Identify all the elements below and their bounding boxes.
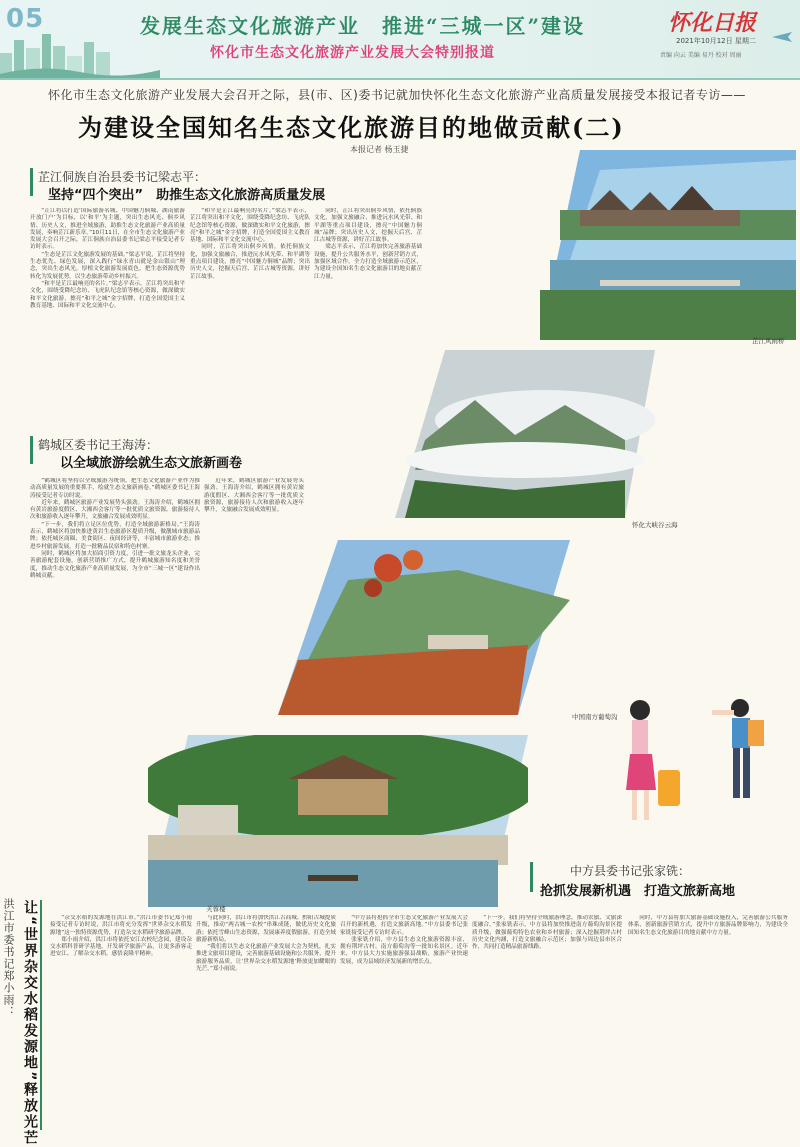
sub-slogan: 怀化市生态文化旅游产业发展大会特别报道 — [210, 45, 495, 61]
photo-zhijiang-bridge — [540, 150, 796, 340]
section-title-hongjiang: 让“世界杂交水稻发源地”释放光芒 — [22, 900, 38, 1147]
photo-canyon-clouds — [395, 350, 655, 518]
airplane-icon — [770, 28, 794, 46]
photo-caption-grape: 中国南方葡萄沟 — [572, 713, 618, 721]
article-body-zhijiang-col1 — [30, 208, 185, 413]
header-divider — [0, 78, 800, 80]
paragraph: 张家铣介绍，中方县生态文化旅游资源丰富，拥有荆坪古村、南方葡萄沟等一批知名景区。近年来，中方县大力实施旅游强县战略，旅游产业快速发展，成为县域经济发展新的增长点。 — [340, 936, 468, 965]
editor-credits: 责编 向云 美编 易丹 校对 周丽 — [660, 52, 742, 59]
paragraph: 近年来，鹤城区旅游产业发展势头强劲。王海涛介绍，鹤城区拥有黄岩旅游度假区、大湘西会客厅等一批优质文旅资源，旅游接待人次和旅游收入逐年攀升，文旅融合发展成效明显。 — [30, 499, 200, 521]
paragraph: “中方县将抢抓全市生态文化旅游产业发展大会召开的新机遇，打造文旅新高地。”中方县委书记张家铣接受记者专访时表示。 — [340, 915, 468, 936]
paragraph: “生态是芷江文化旅游发展的基础。”梁志平说，芷江将坚持生态优先、绿色发展，深入践行“绿水青山就是金山银山”理念，突出生态风光，厚植文化旅游发展底色，把生态资源优势转化为发展优势，以生态旅游带动乡村振兴。 — [30, 251, 185, 280]
photo-caption-zhijiang: 芷江风雨桥 — [752, 337, 785, 345]
newspaper-name: 怀化日报 — [668, 10, 757, 36]
headline: 为建设全国知名生态文化旅游目的地做贡献(二) — [78, 113, 625, 142]
page-header — [0, 0, 800, 78]
paragraph: 同时，鹤城区将加大招商引资力度，引进一批文旅龙头企业，完善旅游配套设施，创新营销推广方式，提升鹤城旅游知名度和美誉度，推动生态文化旅游产业高质量发展，为全市“三城一区”建设作出鹤城贡献。 — [30, 550, 200, 579]
article-body-zhongfang-col2 — [472, 915, 622, 1140]
paragraph: 郑小雨介绍，洪江市将依托安江农校纪念园，建设杂交水稻科普研学基地，开发研学旅游产品，让更多游客走进安江、了解杂交水稻，感悟袁隆平精神。 — [50, 936, 192, 958]
section-title-hecheng: 以全域旅游绘就生态文旅新画卷 — [60, 456, 243, 471]
paragraph: 同时，芷江将突出侗乡风情，依托侗族文化，加强文旅融合，推进沅水风光带、和平湖等重点项目建设，擦亮“中国魅力侗城”品牌；突出历史人文，挖掘天后宫、芷江古城等资源，讲好芷江故事。 — [190, 244, 310, 280]
photo-grape-valley — [278, 540, 570, 715]
paragraph: 与此同时，洪江市将加快洪江古商城、黔阳古城提质升级，推动“两古城一农校”串珠成链，做优历史文化旅游；依托雪峰山生态资源，发展康养度假旅游，打造全域旅游新格局。 — [196, 915, 336, 943]
article-body-hongjiang-col1 — [50, 915, 192, 1140]
travelers-illustration — [600, 690, 790, 840]
paragraph: “鹤城区将坚持以全域旅游为统领，把生态文化旅游产业作为推动高质量发展的重要抓手，绘就生态文旅新画卷。”鹤城区委书记王海涛接受记者专访时说。 — [30, 478, 200, 499]
byline: 本报记者 杨玉捷 — [350, 145, 409, 154]
page-number: 05 — [6, 4, 45, 34]
lead-paragraph: 怀化市生态文化旅游产业发展大会召开之际，县(市、区)委书记就加快怀化生态文化旅游产业高质量发展接受本报记者专访—— — [48, 88, 746, 102]
issue-date: 2021年10月12日 星期二 — [676, 37, 756, 45]
paragraph: “杂交水稻的发源地在洪江市。”洪江市委书记郑小雨接受记者专访时说，洪江市将充分发挥“世界杂交水稻发源地”这一独特资源优势，打造杂交水稻研学旅游品牌。 — [50, 915, 192, 936]
section-marker — [30, 436, 33, 464]
section-org-hongjiang: 洪江市委书记郑小雨： — [2, 898, 15, 1018]
paragraph: “下一步，我们将坚持全域旅游理念，推动农旅、文旅深度融合。”张家铣表示，中方县将加快推进南方葡萄沟景区提质升级，做强葡萄特色农业和乡村旅游；深入挖掘荆坪古村历史文化内涵，打造文旅融合示范区；加强与周边县市区合作，共同打造精品旅游线路。 — [472, 915, 622, 951]
article-body-zhongfang-col3 — [628, 915, 788, 1140]
article-body-hongjiang-col2 — [196, 915, 336, 1140]
photo-furong-tower — [148, 735, 528, 907]
paragraph: 近年来，鹤城区旅游产业发展势头强劲。王海涛介绍，鹤城区拥有黄岩旅游度假区、大湘西会客厅等一批优质文旅资源，旅游接待人次和旅游收入逐年攀升，文旅融合发展成效明显。 — [204, 478, 304, 514]
paragraph: “我们将以生态文化旅游产业发展大会为契机，扎实推进文旅项目建设，完善旅游基础设施和公共服务，提升旅游服务品质，让‘世界杂交水稻发源地’释放更加耀眼的光芒。”郑小雨说。 — [196, 944, 336, 973]
section-org-zhijiang: 芷江侗族自治县委书记梁志平： — [38, 170, 207, 184]
photo-caption-furong: 芙蓉楼 — [206, 905, 226, 913]
paragraph: “下一步，我们将立足区位优势，打造全域旅游新格局。”王海涛表示，鹤城区将加快推进黄岩生态旅游区提质升级，做靓城市旅游品牌；依托城区商圈、美食街区、夜间经济等，丰富城市旅游业态；推进乡村旅游发展，打造一批精品民宿和特色村寨。 — [30, 521, 200, 550]
paragraph: 同时，芷江将突出侗乡风情，依托侗族文化，加强文旅融合，推进沅水风光带、和平湖等重点项目建设，擦亮“中国魅力侗城”品牌；突出历史人文，挖掘天后宫、芷江古城等资源，讲好芷江故事。 — [314, 208, 422, 244]
section-org-hecheng: 鹤城区委书记王海涛： — [38, 438, 159, 452]
article-body-hecheng-col2 — [204, 478, 304, 533]
paragraph: 同时，中方县将加大旅游基础设施投入，完善旅游公共服务体系，创新旅游营销方式，提升中方旅游品牌影响力，为建设全国知名生态文化旅游目的地贡献中方力量。 — [628, 915, 788, 936]
paragraph: “和平是芷江最响亮的名片。”梁志平表示，芷江将突出和平文化，围绕受降纪念坊、飞虎队纪念馆等核心资源，做深做实和平文化旅游，擦亮“和平之城”金字招牌，打造全国爱国主义教育基地、国际和平文化交流中心。 — [30, 280, 185, 309]
section-marker — [530, 862, 533, 892]
photo-caption-canyon: 怀化大峡谷云海 — [632, 521, 678, 529]
section-org-zhongfang: 中方县委书记张家铣： — [570, 864, 691, 878]
section-title-zhongfang: 抢抓发展新机遇 打造文旅新高地 — [540, 884, 736, 899]
paragraph: “和平是芷江最响亮的名片。”梁志平表示，芷江将突出和平文化，围绕受降纪念坊、飞虎队纪念馆等核心资源，做深做实和平文化旅游，擦亮“和平之城”金字招牌，打造全国爱国主义教育基地、国际和平文化交流中心。 — [190, 208, 310, 244]
paragraph: 梁志平表示，芷江将加快完善旅游基础设施，提升公共服务水平，创新营销方式，加强区域合作，全力打造全域旅游示范区，为建设全国知名生态文化旅游目的地贡献芷江力量。 — [314, 244, 422, 280]
section-marker — [40, 900, 42, 1130]
article-body-zhongfang-col1 — [340, 915, 468, 1140]
section-marker — [30, 168, 33, 196]
main-slogan: 发展生态文化旅游产业 推进“三城一区”建设 — [140, 14, 586, 38]
city-skyline-graphic — [0, 28, 160, 78]
section-title-zhijiang: 坚持“四个突出” 助推生态文化旅游高质量发展 — [48, 188, 326, 203]
article-body-zhijiang-col2 — [190, 208, 310, 413]
paragraph: “芷江将以打造‘国际旅游名城、中国魅力侗城、湖南旅游开放门户’为目标，以‘和平’为主题，突出生态风光、侗乡风情、历史人文，推进全域旅游，助推生态文化旅游产业高质量发展，奏响芷江新乐章。”10月11日，在全市生态文化旅游产业发展大会召开之际，芷江侗族自治县委书记梁志平接受记者专访时表示。 — [30, 208, 185, 251]
